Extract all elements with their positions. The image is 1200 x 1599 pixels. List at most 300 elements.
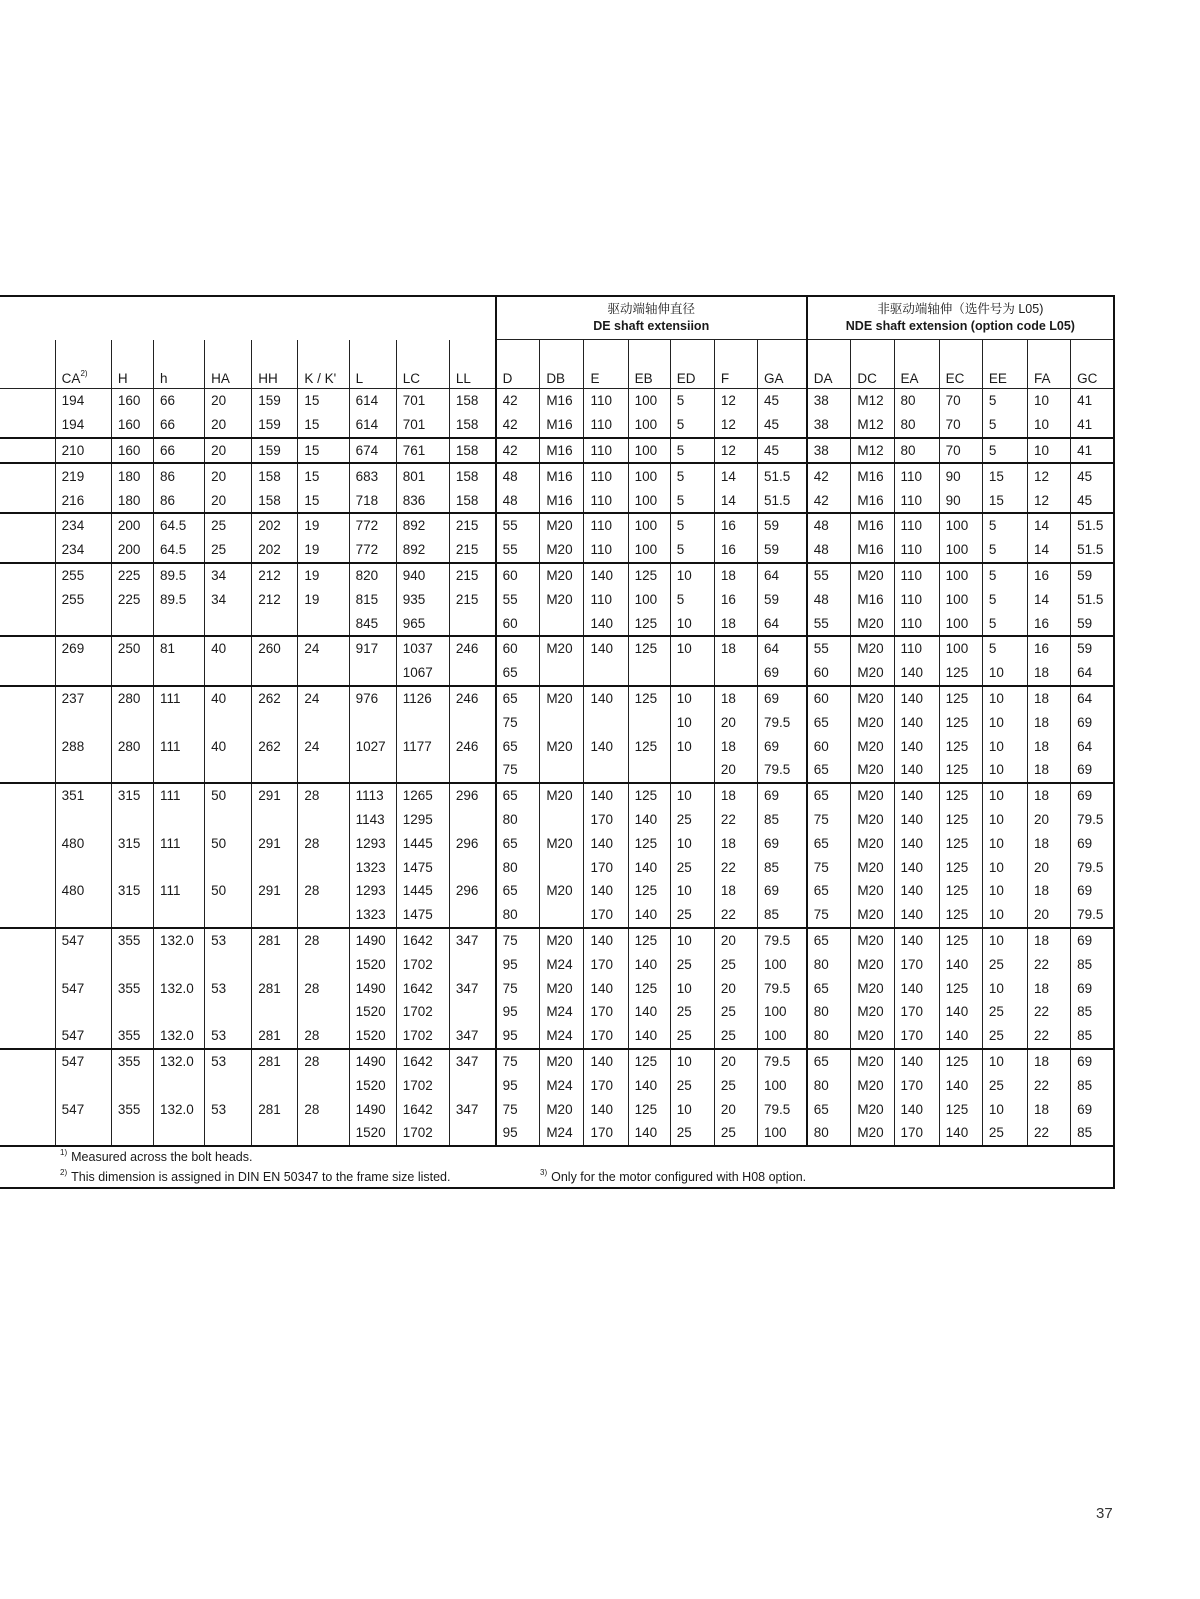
footnote-row bbox=[0, 1167, 1114, 1188]
table-cell: 65 bbox=[496, 734, 540, 758]
table-cell: 80 bbox=[807, 1000, 851, 1024]
table-cell: 10 bbox=[670, 1049, 714, 1074]
table-cell: 22 bbox=[1027, 952, 1070, 976]
table-cell: 86 bbox=[153, 463, 204, 488]
footnote-2-mark: 2) bbox=[60, 1167, 68, 1177]
table-cell: 281 bbox=[252, 928, 298, 953]
table-cell: 25 bbox=[670, 1000, 714, 1024]
table-cell bbox=[252, 855, 298, 879]
table-cell: 95 bbox=[496, 1073, 540, 1097]
table-cell: 80 bbox=[894, 389, 939, 413]
table-cell: 80 bbox=[496, 903, 540, 928]
table-cell: 1520 bbox=[349, 1024, 396, 1049]
table-row bbox=[0, 1121, 1114, 1146]
table-cell: M20 bbox=[851, 710, 894, 734]
table-cell: 836 bbox=[396, 488, 449, 513]
table-cell: 132.0 bbox=[153, 1049, 204, 1074]
table-cell: 1295 bbox=[396, 808, 449, 832]
table-cell: 216 bbox=[55, 488, 111, 513]
table-cell: 25 bbox=[714, 1073, 757, 1097]
table-cell: 125 bbox=[939, 686, 982, 711]
table-cell: 65 bbox=[807, 758, 851, 783]
column-header-h bbox=[153, 360, 204, 389]
table-cell bbox=[111, 611, 153, 636]
table-cell bbox=[153, 855, 204, 879]
table-cell bbox=[349, 661, 396, 686]
table-cell: 34 bbox=[205, 587, 252, 611]
table-cell: 45 bbox=[1071, 488, 1114, 513]
table-cell: 14 bbox=[714, 463, 757, 488]
table-cell: 12 bbox=[714, 389, 757, 413]
table-cell: 547 bbox=[55, 1049, 111, 1074]
header-spacer-cell bbox=[111, 340, 153, 361]
header-spacer-cell bbox=[0, 340, 55, 361]
table-cell: M20 bbox=[540, 636, 584, 661]
table-cell: 125 bbox=[939, 855, 982, 879]
table-cell: 65 bbox=[807, 1097, 851, 1121]
table-cell: 110 bbox=[584, 587, 628, 611]
table-cell: 1475 bbox=[396, 903, 449, 928]
table-cell: 65 bbox=[807, 976, 851, 1000]
table-cell: 761 bbox=[396, 438, 449, 464]
table-cell: 5 bbox=[670, 513, 714, 538]
table-cell bbox=[449, 808, 495, 832]
table-cell: M20 bbox=[540, 879, 584, 903]
table-cell: 125 bbox=[628, 928, 670, 953]
column-header-da bbox=[807, 360, 851, 389]
table-cell bbox=[628, 758, 670, 783]
table-cell: 347 bbox=[449, 1024, 495, 1049]
table-cell: M20 bbox=[851, 1073, 894, 1097]
table-cell: 15 bbox=[298, 389, 349, 413]
column-header-ee bbox=[982, 360, 1027, 389]
table-cell bbox=[111, 710, 153, 734]
table-cell: 41 bbox=[1071, 389, 1114, 413]
table-cell: 85 bbox=[758, 855, 807, 879]
header-spacer-cell bbox=[349, 340, 396, 361]
table-cell: 125 bbox=[939, 976, 982, 1000]
table-cell bbox=[205, 855, 252, 879]
table-cell: 159 bbox=[252, 389, 298, 413]
table-cell bbox=[540, 808, 584, 832]
table-cell: 16 bbox=[1027, 563, 1070, 588]
table-cell bbox=[298, 758, 349, 783]
table-cell: 480 bbox=[55, 879, 111, 903]
table-cell: 140 bbox=[894, 976, 939, 1000]
header-spacer-cell bbox=[714, 340, 757, 361]
table-cell: 79.5 bbox=[758, 758, 807, 783]
table-cell bbox=[252, 1121, 298, 1146]
table-cell: 140 bbox=[584, 1049, 628, 1074]
table-cell: M20 bbox=[851, 952, 894, 976]
table-cell: 95 bbox=[496, 952, 540, 976]
table-cell: 1702 bbox=[396, 952, 449, 976]
table-cell: M20 bbox=[540, 734, 584, 758]
table-cell: 140 bbox=[894, 686, 939, 711]
table-cell: 75 bbox=[807, 855, 851, 879]
table-cell: 18 bbox=[1027, 976, 1070, 1000]
column-header-gc bbox=[1071, 360, 1114, 389]
table-cell: 132.0 bbox=[153, 1097, 204, 1121]
table-cell: 246 bbox=[449, 686, 495, 711]
table-cell: 140 bbox=[939, 1000, 982, 1024]
table-cell: 20 bbox=[714, 976, 757, 1000]
page-number: 37 bbox=[1096, 1505, 1113, 1522]
table-cell: 291 bbox=[252, 879, 298, 903]
table-cell bbox=[205, 952, 252, 976]
table-cell: 64.5 bbox=[153, 513, 204, 538]
table-cell bbox=[205, 808, 252, 832]
table-cell: 45 bbox=[758, 413, 807, 438]
table-cell: 170 bbox=[894, 1000, 939, 1024]
table-row bbox=[0, 513, 1114, 538]
table-row bbox=[0, 611, 1114, 636]
table-cell: 281 bbox=[252, 1049, 298, 1074]
table-cell: 355 bbox=[111, 928, 153, 953]
footnote-1-text: Measured across the bolt heads. bbox=[71, 1149, 253, 1164]
table-cell: 547 bbox=[55, 1097, 111, 1121]
table-cell: 65 bbox=[807, 710, 851, 734]
table-cell: 140 bbox=[894, 879, 939, 903]
table-cell: 79.5 bbox=[758, 928, 807, 953]
table-row bbox=[0, 488, 1114, 513]
table-cell: 22 bbox=[714, 855, 757, 879]
table-cell: 170 bbox=[584, 952, 628, 976]
table-cell: 935 bbox=[396, 587, 449, 611]
table-cell: 1293 bbox=[349, 831, 396, 855]
table-row bbox=[0, 463, 1114, 488]
table-cell: 246 bbox=[449, 734, 495, 758]
table-cell: 159 bbox=[252, 438, 298, 464]
table-row bbox=[0, 413, 1114, 438]
table-cell: M20 bbox=[540, 1049, 584, 1074]
footnote-cell bbox=[0, 1167, 1114, 1188]
table-cell: 95 bbox=[496, 1024, 540, 1049]
table-cell: 59 bbox=[1071, 636, 1114, 661]
table-cell: 1037 bbox=[396, 636, 449, 661]
table-cell: M20 bbox=[851, 831, 894, 855]
table-cell: 202 bbox=[252, 538, 298, 563]
table-cell: 41 bbox=[1071, 413, 1114, 438]
table-cell: 69 bbox=[1071, 710, 1114, 734]
table-cell: 81 bbox=[153, 636, 204, 661]
footnote-3-text: Only for the motor configured with H08 option. bbox=[551, 1169, 807, 1184]
table-row bbox=[0, 438, 1114, 464]
table-cell: 69 bbox=[758, 686, 807, 711]
table-cell: 5 bbox=[670, 488, 714, 513]
footnote-3-mark: 3) bbox=[540, 1167, 548, 1177]
table-cell: 40 bbox=[205, 734, 252, 758]
table-cell: M16 bbox=[851, 513, 894, 538]
table-cell bbox=[111, 903, 153, 928]
table-cell: 291 bbox=[252, 783, 298, 808]
table-cell: 234 bbox=[55, 513, 111, 538]
table-cell: 51.5 bbox=[758, 488, 807, 513]
table-cell: 15 bbox=[982, 463, 1027, 488]
table-cell: 18 bbox=[714, 611, 757, 636]
table-cell: 701 bbox=[396, 389, 449, 413]
table-cell: 15 bbox=[298, 488, 349, 513]
table-cell: 110 bbox=[584, 513, 628, 538]
row-blank-cell bbox=[0, 783, 55, 808]
table-cell: 260 bbox=[252, 636, 298, 661]
table-cell: 28 bbox=[298, 976, 349, 1000]
table-cell bbox=[449, 952, 495, 976]
table-cell bbox=[55, 661, 111, 686]
table-cell: M20 bbox=[540, 563, 584, 588]
header-spacer-cell bbox=[55, 340, 111, 361]
table-cell bbox=[55, 903, 111, 928]
table-cell: 140 bbox=[584, 734, 628, 758]
table-cell: 772 bbox=[349, 513, 396, 538]
table-cell: 65 bbox=[807, 879, 851, 903]
table-cell: 140 bbox=[628, 952, 670, 976]
table-cell: 60 bbox=[496, 563, 540, 588]
row-blank-cell bbox=[0, 587, 55, 611]
table-cell: 140 bbox=[894, 758, 939, 783]
table-cell: M20 bbox=[540, 538, 584, 563]
table-cell bbox=[252, 808, 298, 832]
table-cell: 110 bbox=[584, 463, 628, 488]
table-cell: 291 bbox=[252, 831, 298, 855]
table-cell: 1702 bbox=[396, 1000, 449, 1024]
table-cell bbox=[449, 758, 495, 783]
table-cell: M24 bbox=[540, 1073, 584, 1097]
table-row bbox=[0, 1097, 1114, 1121]
table-cell: 64 bbox=[1071, 734, 1114, 758]
table-cell: 10 bbox=[670, 928, 714, 953]
header-spacer-cell bbox=[252, 340, 298, 361]
table-row bbox=[0, 855, 1114, 879]
table-cell: 25 bbox=[670, 903, 714, 928]
table-cell: 25 bbox=[714, 1121, 757, 1146]
table-cell: 347 bbox=[449, 928, 495, 953]
table-cell: 25 bbox=[982, 1073, 1027, 1097]
table-cell: 210 bbox=[55, 438, 111, 464]
table-cell: 170 bbox=[584, 1073, 628, 1097]
table-cell: 10 bbox=[670, 563, 714, 588]
table-cell: 12 bbox=[1027, 463, 1070, 488]
table-cell: 80 bbox=[894, 413, 939, 438]
table-cell: 22 bbox=[1027, 1073, 1070, 1097]
table-cell: 14 bbox=[1027, 513, 1070, 538]
table-cell: 100 bbox=[628, 587, 670, 611]
table-cell: 125 bbox=[939, 928, 982, 953]
table-cell: 110 bbox=[894, 611, 939, 636]
table-cell: 100 bbox=[628, 389, 670, 413]
table-cell: 170 bbox=[894, 1073, 939, 1097]
footnote-1-mark: 1) bbox=[60, 1147, 68, 1157]
table-cell bbox=[449, 661, 495, 686]
table-cell: 965 bbox=[396, 611, 449, 636]
table-cell: 90 bbox=[939, 488, 982, 513]
column-header-l bbox=[349, 360, 396, 389]
table-cell: 347 bbox=[449, 1049, 495, 1074]
header-spacer-cell bbox=[584, 340, 628, 361]
table-cell: 215 bbox=[449, 538, 495, 563]
table-cell: 170 bbox=[584, 903, 628, 928]
column-header-label: EC bbox=[945, 371, 965, 386]
table-cell: 140 bbox=[894, 903, 939, 928]
table-cell: M20 bbox=[540, 686, 584, 711]
table-cell: 1027 bbox=[349, 734, 396, 758]
table-cell bbox=[449, 855, 495, 879]
table-cell: 41 bbox=[1071, 438, 1114, 464]
table-cell: 100 bbox=[939, 563, 982, 588]
table-cell: M20 bbox=[851, 636, 894, 661]
table-cell: M16 bbox=[851, 463, 894, 488]
table-cell: 160 bbox=[111, 389, 153, 413]
table-cell: 25 bbox=[670, 1024, 714, 1049]
table-cell: 140 bbox=[584, 1097, 628, 1121]
table-cell: 5 bbox=[982, 563, 1027, 588]
table-cell: 64 bbox=[758, 563, 807, 588]
header-spacer-cell bbox=[496, 340, 540, 361]
row-blank-cell bbox=[0, 734, 55, 758]
table-cell: 48 bbox=[807, 538, 851, 563]
table-cell: 110 bbox=[584, 413, 628, 438]
table-cell: 25 bbox=[205, 513, 252, 538]
table-cell: 110 bbox=[894, 488, 939, 513]
table-cell: 42 bbox=[496, 413, 540, 438]
table-cell: 10 bbox=[982, 710, 1027, 734]
table-cell bbox=[153, 808, 204, 832]
table-cell: 14 bbox=[1027, 538, 1070, 563]
table-row bbox=[0, 952, 1114, 976]
table-cell: 15 bbox=[298, 438, 349, 464]
row-blank-cell bbox=[0, 611, 55, 636]
table-cell: 16 bbox=[714, 587, 757, 611]
table-row bbox=[0, 686, 1114, 711]
table-cell: 140 bbox=[939, 1024, 982, 1049]
table-cell: 18 bbox=[714, 831, 757, 855]
table-row bbox=[0, 831, 1114, 855]
column-header-label: DC bbox=[857, 371, 877, 386]
table-cell: 718 bbox=[349, 488, 396, 513]
footnote-row bbox=[0, 1146, 1114, 1167]
column-header-lc bbox=[396, 360, 449, 389]
footnote-2 bbox=[60, 1167, 451, 1184]
row-blank-cell bbox=[0, 855, 55, 879]
column-header-d bbox=[496, 360, 540, 389]
table-cell: 28 bbox=[298, 1049, 349, 1074]
table-cell: 59 bbox=[1071, 563, 1114, 588]
table-cell: M20 bbox=[851, 855, 894, 879]
table-cell: 170 bbox=[894, 952, 939, 976]
table-cell: 801 bbox=[396, 463, 449, 488]
table-cell: 64 bbox=[1071, 661, 1114, 686]
table-cell: 18 bbox=[1027, 710, 1070, 734]
header-spacer-cell bbox=[851, 340, 894, 361]
table-cell: 772 bbox=[349, 538, 396, 563]
table-cell: 79.5 bbox=[758, 1049, 807, 1074]
table-cell: 20 bbox=[714, 758, 757, 783]
column-header-label: GA bbox=[764, 371, 784, 386]
table-cell: M16 bbox=[851, 538, 894, 563]
table-cell: 892 bbox=[396, 513, 449, 538]
table-cell: 288 bbox=[55, 734, 111, 758]
table-cell bbox=[298, 952, 349, 976]
table-cell: 55 bbox=[496, 538, 540, 563]
table-cell: 296 bbox=[449, 831, 495, 855]
table-cell: 1323 bbox=[349, 903, 396, 928]
table-cell bbox=[449, 710, 495, 734]
table-cell: 79.5 bbox=[758, 1097, 807, 1121]
column-header-ec bbox=[939, 360, 982, 389]
table-cell: 111 bbox=[153, 879, 204, 903]
table-cell: M20 bbox=[540, 587, 584, 611]
table-cell: 60 bbox=[496, 636, 540, 661]
table-cell: 14 bbox=[1027, 587, 1070, 611]
table-cell: 48 bbox=[807, 513, 851, 538]
row-blank-cell bbox=[0, 710, 55, 734]
nde-shaft-header-en: NDE shaft extension (option code L05) bbox=[845, 319, 1075, 333]
table-cell: 140 bbox=[628, 1024, 670, 1049]
table-cell: 480 bbox=[55, 831, 111, 855]
table-cell: 815 bbox=[349, 587, 396, 611]
table-cell bbox=[55, 611, 111, 636]
column-header-ed bbox=[670, 360, 714, 389]
table-cell: 296 bbox=[449, 879, 495, 903]
table-cell: 20 bbox=[1027, 855, 1070, 879]
table-cell bbox=[540, 758, 584, 783]
table-cell: 355 bbox=[111, 1049, 153, 1074]
table-cell: 111 bbox=[153, 831, 204, 855]
table-cell: 170 bbox=[894, 1121, 939, 1146]
header-spacer-cell bbox=[670, 340, 714, 361]
table-cell: 281 bbox=[252, 976, 298, 1000]
table-cell: 1265 bbox=[396, 783, 449, 808]
table-cell: 18 bbox=[1027, 734, 1070, 758]
table-cell: 40 bbox=[205, 636, 252, 661]
table-cell: M20 bbox=[540, 831, 584, 855]
table-cell bbox=[205, 1073, 252, 1097]
table-cell: 5 bbox=[982, 611, 1027, 636]
table-cell: 140 bbox=[584, 928, 628, 953]
table-cell: 100 bbox=[628, 538, 670, 563]
table-cell bbox=[111, 808, 153, 832]
table-cell: 69 bbox=[1071, 976, 1114, 1000]
column-header-label: EE bbox=[988, 371, 1007, 386]
table-cell: 10 bbox=[982, 831, 1027, 855]
table-cell: 100 bbox=[758, 1000, 807, 1024]
table-cell bbox=[349, 758, 396, 783]
table-cell: 55 bbox=[807, 563, 851, 588]
row-blank-cell bbox=[0, 1024, 55, 1049]
column-header-label: F bbox=[720, 371, 730, 386]
row-blank-cell bbox=[0, 831, 55, 855]
table-cell: 1642 bbox=[396, 928, 449, 953]
table-cell bbox=[55, 808, 111, 832]
table-cell: 66 bbox=[153, 438, 204, 464]
table-cell: 25 bbox=[982, 1000, 1027, 1024]
table-cell: 100 bbox=[628, 413, 670, 438]
row-blank-cell bbox=[0, 1097, 55, 1121]
table-cell: 5 bbox=[670, 389, 714, 413]
table-cell bbox=[252, 611, 298, 636]
table-cell: 20 bbox=[205, 488, 252, 513]
table-cell: 75 bbox=[496, 928, 540, 953]
table-row bbox=[0, 587, 1114, 611]
table-cell: 85 bbox=[1071, 1000, 1114, 1024]
table-cell bbox=[111, 1000, 153, 1024]
table-cell: 51.5 bbox=[758, 463, 807, 488]
table-cell: M20 bbox=[851, 563, 894, 588]
table-cell: 125 bbox=[628, 636, 670, 661]
table-cell: 10 bbox=[982, 1097, 1027, 1121]
table-cell: 140 bbox=[894, 1097, 939, 1121]
table-cell: 10 bbox=[670, 734, 714, 758]
